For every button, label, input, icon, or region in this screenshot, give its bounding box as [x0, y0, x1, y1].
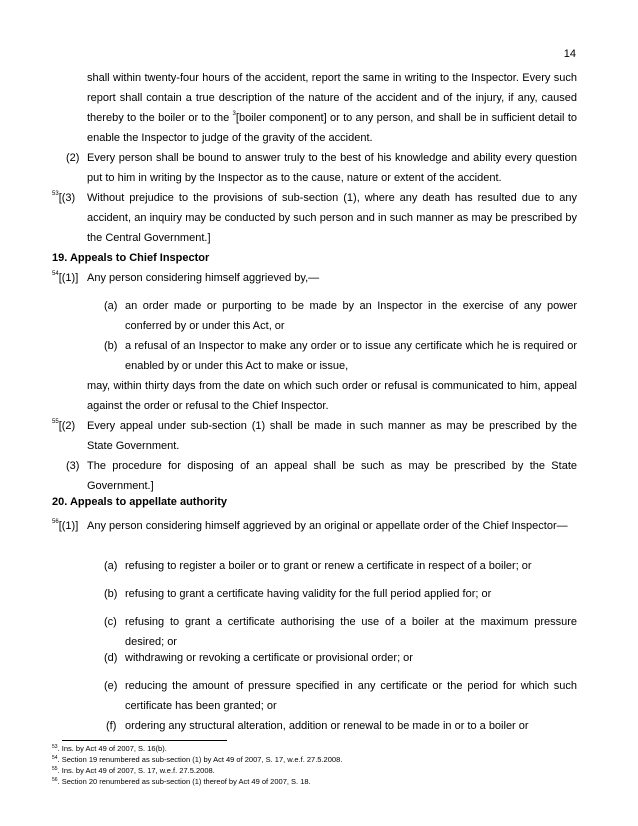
sec19-heading: 19. Appeals to Chief Inspector	[52, 252, 210, 264]
footnote-ref-56: 56	[52, 519, 59, 525]
sec19-1-label: $^{54}$[(1)]	[52, 271, 79, 284]
sec18-3-text: Without prejudice to the provisions of sub-section (1), where any death has resulted due to any accident, an inquiry may be conducted by such person and in such manner as may be prescribed by the Central Government.]	[87, 192, 577, 244]
page-number: 14	[563, 48, 576, 60]
footnote-rule	[62, 740, 227, 741]
footnote-ref-54: 54	[52, 271, 59, 277]
sec20-f-label: (f)	[106, 720, 117, 732]
sec20-f-text: ordering any structural alteration, addition or renewal to be made in or to a boiler or	[125, 720, 529, 732]
sec20-a-text: refusing to register a boiler or to grant or renew a certificate in respect of a boiler; or	[125, 560, 532, 572]
sec19-1-text: Any person considering himself aggrieved by,—	[87, 272, 320, 284]
sec18-2-label: (2)	[66, 152, 80, 164]
footnote-55: $^{55}$. Ins. by Act 49 of 2007, S. 17, w.e.f. 27.5.2008.	[52, 766, 215, 775]
cont-text-part1: shall within twenty-four hours of the accident, report the same in writing to the Inspector. Every such report shall contain a true description of the nature of the accident and of the injury, if any, caused thereby to the boiler or to the	[87, 72, 577, 124]
sec20-1-label: $^{56}$[(1)]	[52, 519, 79, 532]
sec19-a-text: an order made or purporting to be made by an Inspector in the exercise of any power conferred by or under this Act, or	[125, 300, 577, 332]
sec20-d-text: withdrawing or revoking a certificate or provisional order; or	[125, 652, 413, 664]
sec19-2-text: Every appeal under sub-section (1) shall be made in such manner as may be prescribed by the State Government.	[87, 420, 577, 452]
sec19-2-label: $^{55}$[(2)	[52, 419, 76, 432]
sec20-e-text: reducing the amount of pressure specified in any certificate or the period for which such certificate has been granted; or	[125, 680, 577, 712]
cont-text-part2: [boiler component] or to any person, and shall be in sufficient detail to enable the Inspector to judge of the gravity of the accident.	[87, 112, 577, 144]
footnote-53: $^{53}$. Ins. by Act 49 of 2007, S. 16(b).	[52, 744, 167, 753]
sec20-c-label: (c)	[104, 616, 117, 628]
sec20-heading: 20. Appeals to appellate authority	[52, 496, 228, 508]
sec18-3-label: $^{53}$[(3)	[52, 191, 76, 204]
sec19-3-label: (3)	[66, 460, 80, 472]
sec19-a-label: (a)	[104, 300, 118, 312]
footnote-ref-3: 3	[232, 111, 236, 117]
sec20-a-label: (a)	[104, 560, 118, 572]
sec20-d-label: (d)	[104, 652, 118, 664]
sec20-c-text: refusing to grant a certificate authorising the use of a boiler at the maximum pressure desired; or	[125, 616, 577, 648]
sec20-e-label: (e)	[104, 680, 118, 692]
footnote-54: $^{54}$. Section 19 renumbered as sub-section (1) by Act 49 of 2007, S. 17, w.e.f. 27.5.2008.	[52, 755, 343, 764]
sec18-2-text: Every person shall be bound to answer truly to the best of his knowledge and ability every question put to him in writing by the Inspector as to the cause, nature or extent of the accident.	[87, 152, 577, 184]
sec20-b-text: refusing to grant a certificate having validity for the full period applied for; or	[125, 588, 492, 600]
sec20-1-text: Any person considering himself aggrieved by an original or appellate order of the Chief Inspector—	[87, 520, 568, 532]
sec19-3-text: The procedure for disposing of an appeal shall be such as may be prescribed by the State Government.]	[87, 460, 577, 492]
sec20-b-label: (b)	[104, 588, 118, 600]
footnote-ref-55: 55	[52, 419, 59, 425]
sec18-1-continuation	[87, 68, 577, 148]
footnote-56: $^{56}$. Section 20 renumbered as sub-section (1) thereof by Act 49 of 2007, S. 18.	[52, 777, 311, 786]
sec19-b-text: a refusal of an Inspector to make any order or to issue any certificate which he is required or enabled by or under this Act to make or issue,	[125, 340, 577, 372]
footnote-ref-53: 53	[52, 191, 59, 197]
sec19-b-label: (b)	[104, 340, 118, 352]
sec19-tail-text: may, within thirty days from the date on which such order or refusal is communicated to him, appeal against the order or refusal to the Chief Inspector.	[87, 380, 577, 412]
